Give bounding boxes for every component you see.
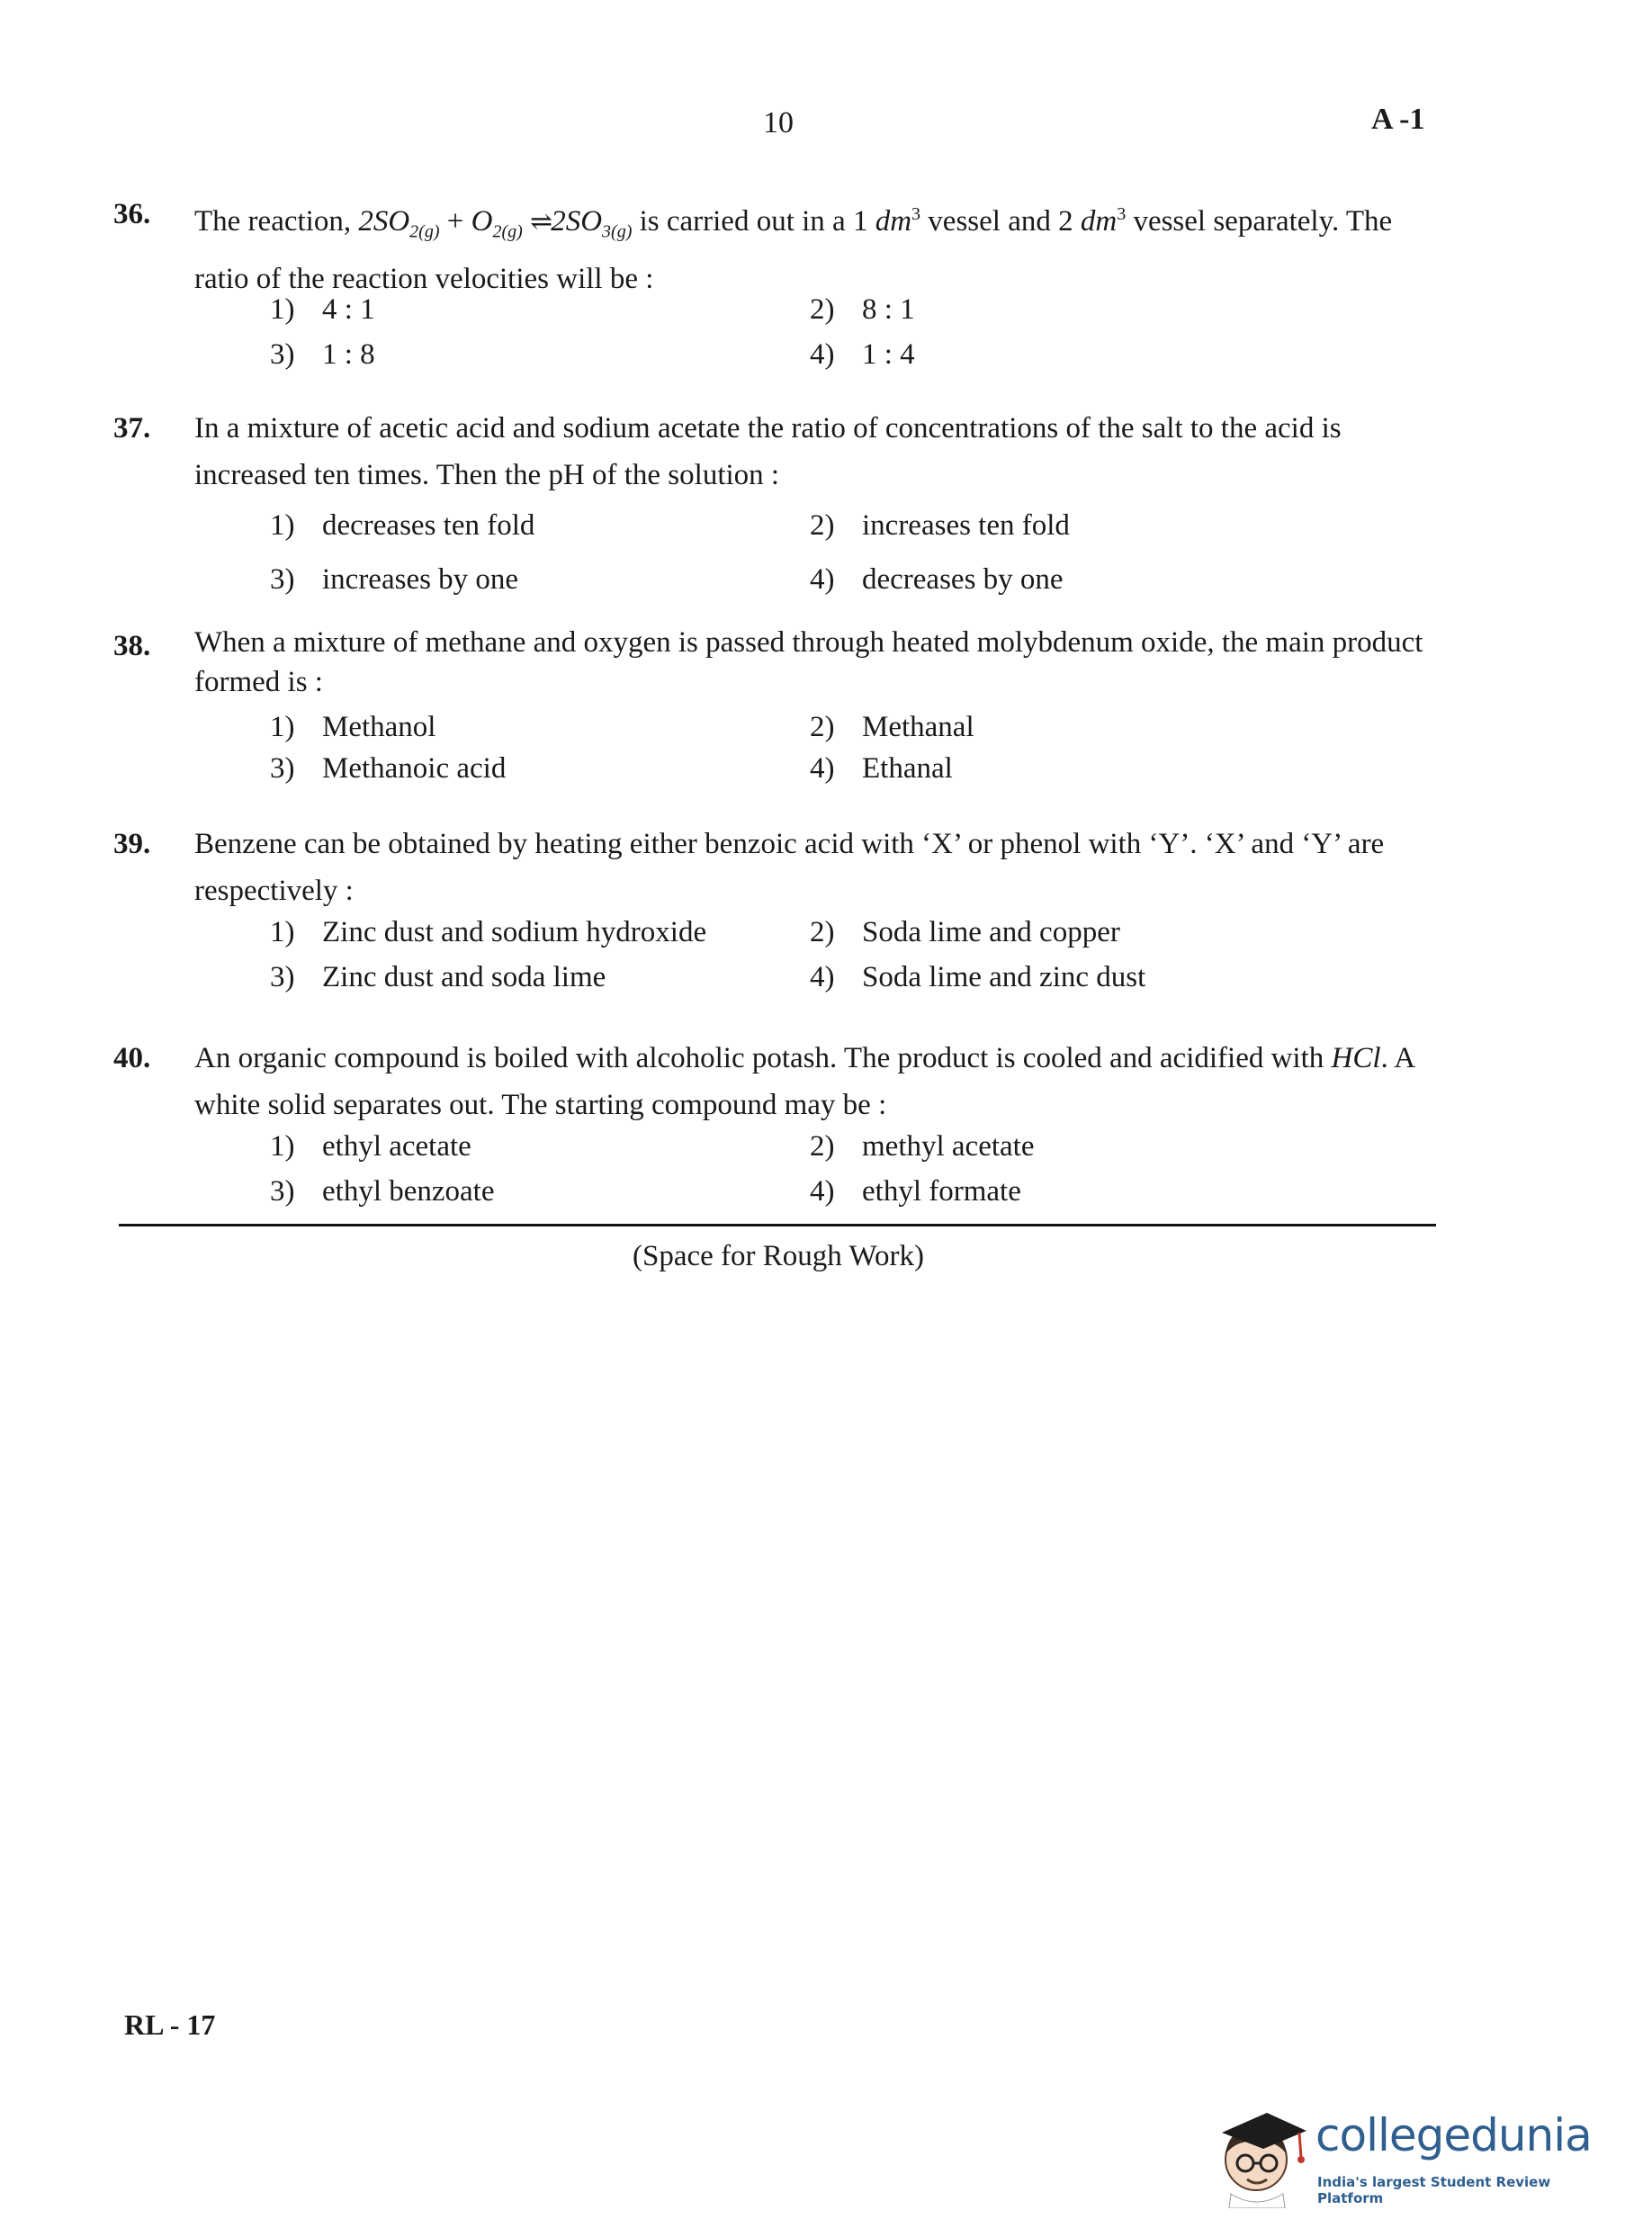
option-39-1[interactable]: 1) Zinc dust and sodium hydroxide [270, 916, 707, 948]
graduate-mascot-icon [1213, 2100, 1312, 2208]
option-40-3[interactable]: 3) ethyl benzoate [270, 1175, 495, 1208]
rough-work-label: (Space for Rough Work) [633, 1240, 924, 1272]
question-text: When a mixture of methane and oxygen is passed through heated molybdenum oxide, the main product formed is : [194, 626, 1423, 698]
question-text: In a mixture of acetic acid and sodium acetate the ratio of concentrations of the salt to the acid is increased ten times. Then the pH of the solution : [194, 412, 1342, 491]
question-37 [113, 405, 1445, 499]
option-36-2[interactable]: 2) 8 : 1 [810, 293, 915, 326]
logo-brand-text: collegedunia [1315, 2109, 1592, 2161]
option-40-1[interactable]: 1) ethyl acetate [270, 1130, 471, 1163]
footer-code: RL - 17 [124, 2008, 216, 2041]
question-text: Benzene can be obtained by heating either benzoic acid with ‘X’ or phenol with ‘Y’. ‘X’ and ‘Y’ are respectively : [194, 828, 1385, 907]
option-36-3[interactable]: 3) 1 : 8 [270, 338, 375, 371]
question-text: An organic compound is boiled with alcoholic potash. The product is cooled and acidified with HCl. A white solid separates out. The starting compound may be : [194, 1042, 1414, 1121]
option-36-4[interactable]: 4) 1 : 4 [810, 338, 915, 371]
question-38 [113, 623, 1445, 702]
option-38-4[interactable]: 4) Ethanal [810, 752, 953, 785]
divider [119, 1224, 1436, 1226]
option-40-4[interactable]: 4) ethyl formate [810, 1175, 1021, 1208]
option-36-1[interactable]: 1) 4 : 1 [270, 293, 375, 326]
set-code: A -1 [1371, 103, 1425, 136]
option-38-1[interactable]: 1) Methanol [270, 711, 436, 743]
logo-tagline: India's largest Student Review Platform [1317, 2174, 1551, 2206]
option-37-3[interactable]: 3) increases by one [270, 563, 519, 596]
question-number: 38. [113, 630, 151, 662]
option-40-2[interactable]: 2) methyl acetate [810, 1130, 1035, 1163]
option-39-4[interactable]: 4) Soda lime and zinc dust [810, 961, 1146, 993]
equilibrium-arrow-icon: ⇌ [530, 207, 552, 237]
question-number: 39. [113, 828, 151, 860]
option-38-2[interactable]: 2) Methanal [810, 711, 974, 743]
collegedunia-logo [1213, 2100, 1609, 2208]
question-number: 40. [113, 1042, 151, 1074]
question-39 [113, 821, 1445, 914]
page-number: 10 [763, 106, 794, 139]
question-number: 36. [113, 198, 151, 230]
question-number: 37. [113, 412, 151, 445]
question-40 [113, 1035, 1445, 1128]
option-37-2[interactable]: 2) increases ten fold [810, 509, 1070, 542]
option-37-1[interactable]: 1) decreases ten fold [270, 509, 535, 542]
option-38-3[interactable]: 3) Methanoic acid [270, 752, 507, 785]
option-39-3[interactable]: 3) Zinc dust and soda lime [270, 961, 606, 993]
question-text: The reaction, $2SO_{2(g)} + O_{2(g)}$ $\rightleftharpoons 2SO_{3(g)}$ is carried out in a 1 $dm^3$ vessel and 2 $dm^3$ vessel separately. The ratio of the reaction velocities will be : [194, 204, 1393, 295]
reaction-equation: $2SO_{2(g)} + O_{2(g)}$ $\rightleftharpoons 2SO_{3(g)}$ [358, 205, 633, 242]
question-36 [113, 191, 1445, 302]
option-37-4[interactable]: 4) decreases by one [810, 563, 1064, 596]
option-39-2[interactable]: 2) Soda lime and copper [810, 916, 1120, 948]
